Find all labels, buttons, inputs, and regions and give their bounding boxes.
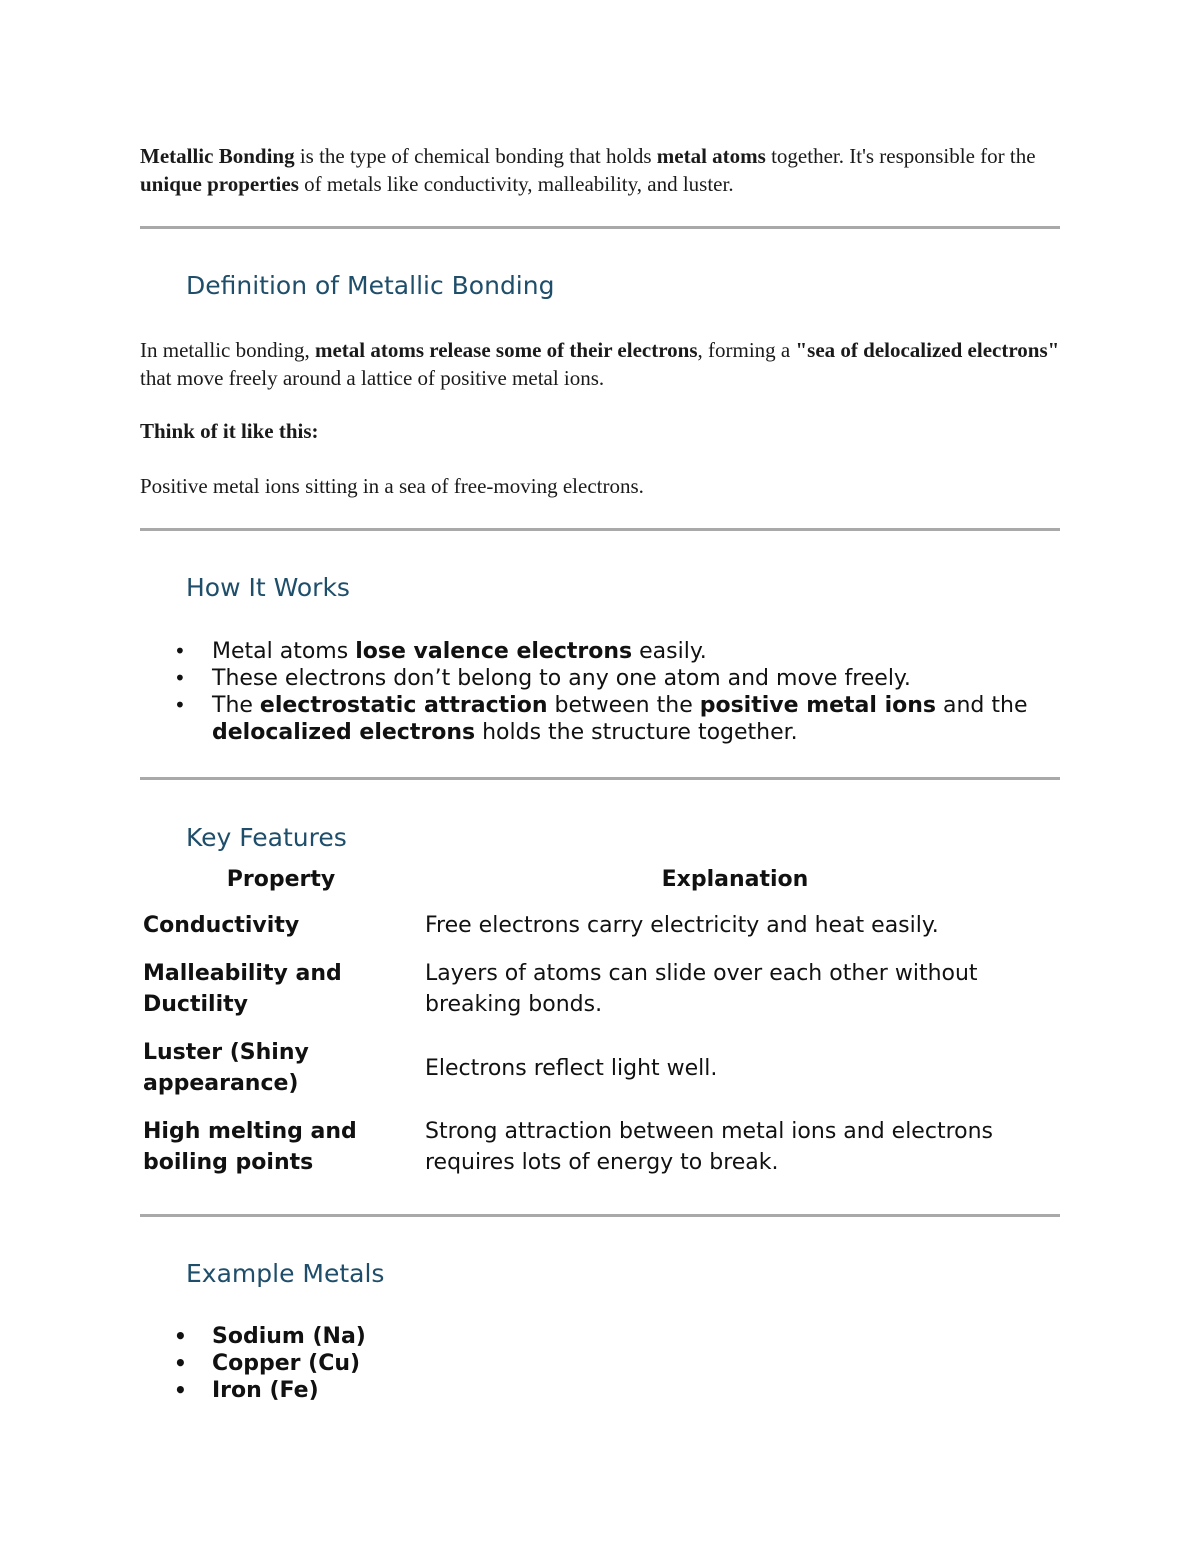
property-cell: Conductivity [143, 913, 300, 938]
intro-text: of metals like conductivity, malleability, and luster. [298, 172, 734, 196]
intro-emphasis: unique properties [140, 172, 299, 196]
list-item [140, 665, 1060, 692]
explanation-cell: Layers of atoms can slide over each other without breaking bonds. [425, 961, 978, 1017]
definition-heading: Definition of Metallic Bonding [186, 271, 555, 300]
list-item: • Copper (Cu) [140, 1350, 1060, 1377]
explanation-cell: Electrons reflect light well. [425, 1055, 718, 1081]
list-text: Metal atoms [212, 639, 356, 664]
intro-text: is the type of chemical bonding that holds [294, 144, 657, 168]
table-header-row [140, 864, 1048, 903]
definition-text: that move freely around a lattice of positive metal ions. [140, 366, 605, 390]
list-emphasis: lose valence electrons [355, 639, 633, 664]
list-text: These electrons don’t belong to any one atom and move freely. [212, 666, 911, 691]
table-row [140, 1030, 1048, 1109]
think-label: Think of it like this: [140, 419, 319, 443]
list-emphasis: positive metal ions [699, 693, 937, 718]
section-divider [140, 226, 1060, 229]
definition-emphasis: metal atoms release some of their electrons [314, 338, 698, 362]
how-it-works-heading: How It Works [186, 573, 350, 602]
list-item [140, 638, 1060, 665]
list-text: easily. [632, 639, 707, 664]
section-divider [140, 528, 1060, 531]
table-row [140, 1109, 1048, 1188]
intro-text: together. It's responsible for the [765, 144, 1036, 168]
definition-text: , forming a [697, 338, 796, 362]
how-it-works-list [140, 638, 1060, 746]
list-text: The [212, 693, 260, 718]
table-row [140, 951, 1048, 1030]
list-text: between the [547, 693, 700, 718]
intro-paragraph [140, 142, 1060, 198]
list-text: holds the structure together. [475, 720, 798, 745]
column-header-explanation: Explanation [661, 867, 809, 892]
property-cell: Malleability and Ductility [143, 961, 342, 1017]
list-text: and the [936, 693, 1028, 718]
definition-text: In metallic bonding, [140, 338, 315, 362]
example-metals-heading: Example Metals [186, 1259, 385, 1288]
intro-term: Metallic Bonding [140, 144, 295, 168]
section-divider [140, 777, 1060, 780]
definition-emphasis: "sea of delocalized electrons" [795, 338, 1060, 362]
section-divider [140, 1214, 1060, 1217]
table-row [140, 903, 1048, 951]
list-item: • Iron (Fe) [140, 1377, 1060, 1404]
explanation-cell: Strong attraction between metal ions and electrons requires lots of energy to break. [425, 1119, 993, 1175]
list-item [140, 692, 1060, 746]
list-emphasis: electrostatic attraction [259, 693, 548, 718]
explanation-cell: Free electrons carry electricity and heat easily. [425, 913, 939, 938]
key-features-heading: Key Features [186, 823, 347, 852]
key-features-table [140, 864, 1048, 1188]
property-cell: Luster (Shiny appearance) [143, 1040, 309, 1096]
property-cell: High melting and boiling points [143, 1119, 357, 1175]
column-header-property: Property [226, 867, 336, 892]
intro-emphasis: metal atoms [656, 144, 766, 168]
list-emphasis: delocalized electrons [212, 720, 476, 745]
example-metals-list [140, 1323, 1060, 1404]
list-item: • Sodium (Na) [140, 1323, 1060, 1350]
analogy-text: Positive metal ions sitting in a sea of free-moving electrons. [140, 474, 644, 498]
definition-paragraph [140, 336, 1060, 392]
